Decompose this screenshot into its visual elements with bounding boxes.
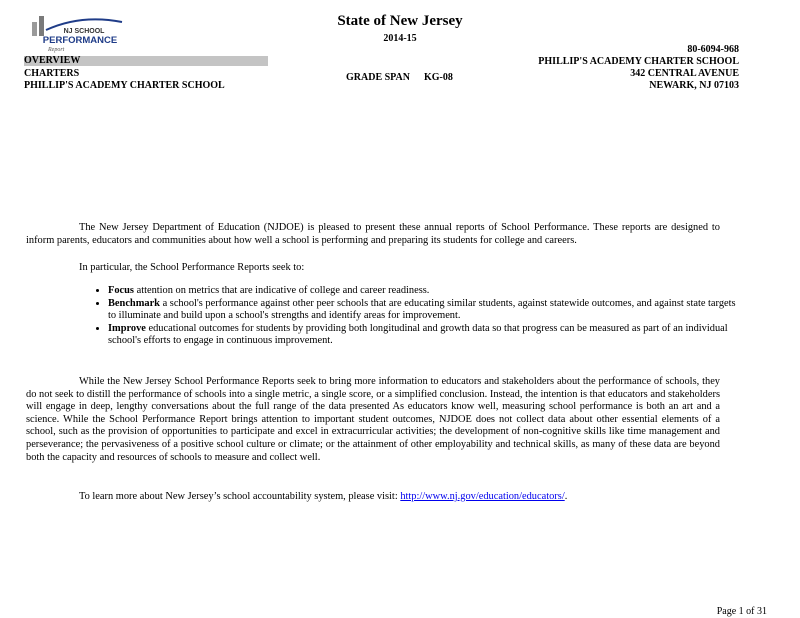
report-year: 2014-15 (383, 33, 417, 44)
school-name-right: PHILLIP'S ACADEMY CHARTER SCHOOL (538, 56, 739, 67)
page-number: Page 1 of 31 (716, 606, 767, 617)
learn-more-suffix: . (564, 491, 568, 502)
district-name: CHARTERS (24, 68, 80, 79)
lead-text: In particular, the School Performance Reports seek to: (79, 262, 305, 273)
intro-paragraph (26, 222, 720, 247)
learn-more (79, 491, 567, 504)
page-title: State of New Jersey (337, 13, 463, 29)
list-item (108, 323, 738, 348)
grade-span-label: GRADE SPAN (346, 72, 410, 83)
main-paragraph (26, 376, 720, 464)
logo-line2: PERFORMANCE (42, 35, 118, 46)
list-item (108, 285, 738, 298)
bullet-term: Focus (108, 285, 134, 296)
bullet-text: educational outcomes for students by providing both longitudinal and growth data so that progress can be measured as part of an individual school's efforts to engage in continuous improvement. (108, 322, 728, 347)
bullet-text: a school's performance against other peer schools that are educating similar students, against statewide outcomes, and against state targets to illuminate and build upon a school's strengths and identify areas for improvement. (108, 297, 736, 322)
accountability-link[interactable]: http://www.nj.gov/education/educators/ (400, 491, 565, 502)
bullet-term: Benchmark (108, 297, 160, 309)
logo-line3: Report (48, 47, 65, 53)
school-city: NEWARK, NJ 07103 (649, 80, 739, 91)
main-text: While the New Jersey School Performance Reports seek to bring more information to educators and stakeholders about the performance of schools, they do not seek to distill the performance of schools into a single metric, a single score, or a simplified conclusion. Instead, the intention is that educators and stakeholders will engage in deep, lengthy conversations about the full range of the data presented As educators know well, measuring school performance is both an art and a science. While the School Performance Report brings attention to important student outcomes, NJDOE does not collect data about other essential elements of a school, such as the provision of opportunities to participate and excel in extracurricular activities; the development of non-cognitive skills like time management and perseverance; the pervasiveness of a positive school culture or climate; or the attainment of other employability and technical skills, as many of these data are beyond both the capacity and resources of schools to measure and collect well. (26, 376, 720, 463)
learn-more-text: To learn more about New Jersey’s school accountability system, please visit: (79, 491, 401, 502)
goals-list (88, 285, 738, 348)
grade-span-value: KG-08 (423, 72, 453, 83)
section-label: OVERVIEW (24, 56, 268, 66)
school-name-left: PHILLIP'S ACADEMY CHARTER SCHOOL (24, 80, 225, 91)
school-code: 80-6094-968 (687, 44, 739, 55)
logo-line1: NJ SCHOOL (63, 28, 105, 35)
grade-span (346, 72, 453, 83)
school-address: 342 CENTRAL AVENUE (630, 68, 739, 79)
intro-text: The New Jersey Department of Education (NJDOE) is pleased to present these annual reports of School Performance. These reports are designed to inform parents, educators and communities about how well a school is performing and preparing its students for college and careers. (26, 222, 720, 246)
list-item (108, 298, 738, 323)
bullet-term: Improve (108, 322, 146, 334)
bullet-text: attention on metrics that are indicative of college and career readiness. (133, 285, 430, 296)
